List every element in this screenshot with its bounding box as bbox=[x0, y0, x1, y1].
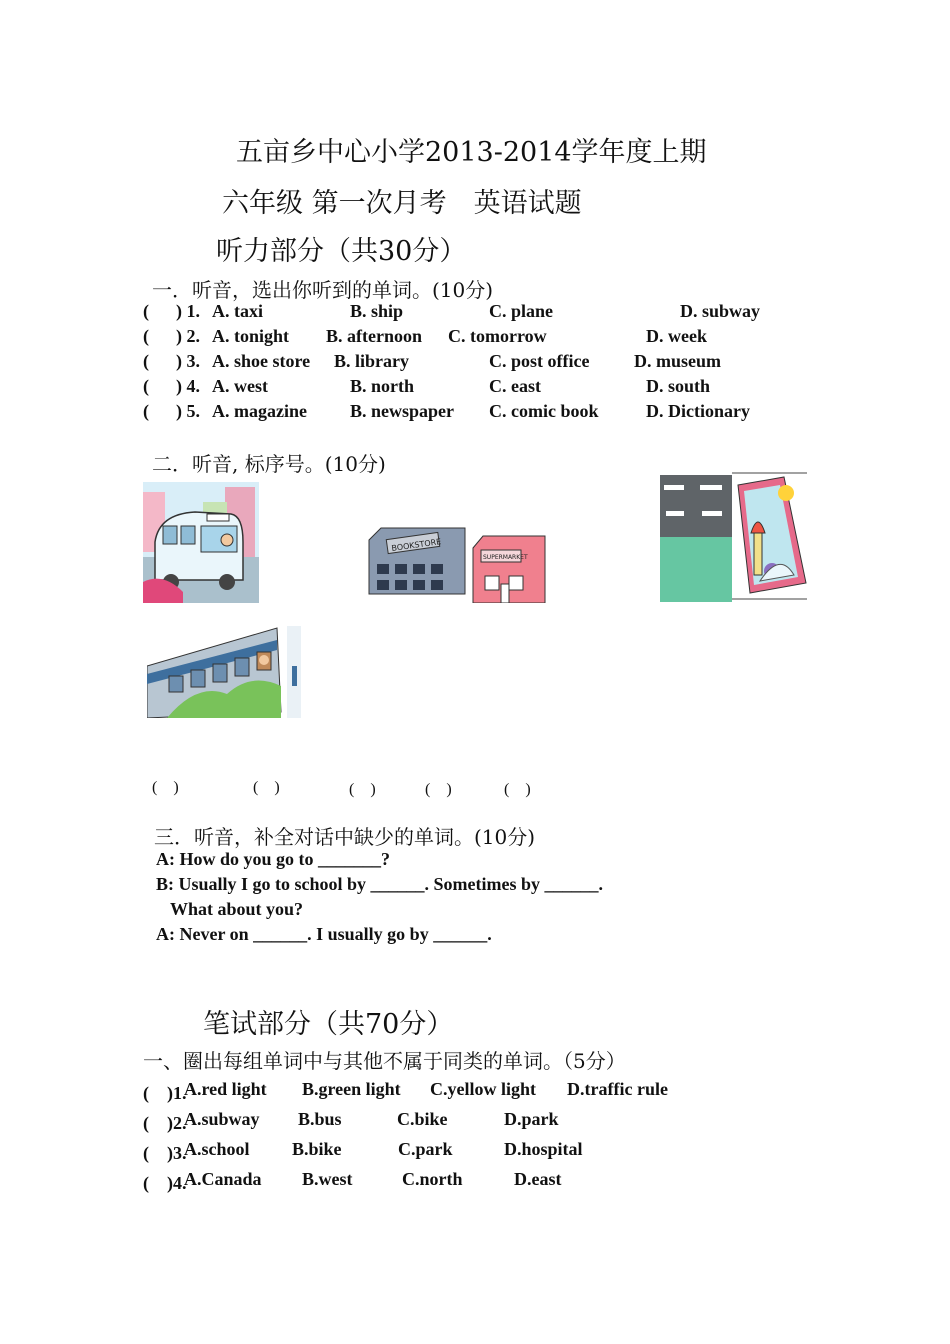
option-c: C. east bbox=[489, 376, 541, 396]
question-number: ) 5. bbox=[176, 401, 200, 421]
option-d: D. museum bbox=[634, 351, 722, 371]
option-c: C. plane bbox=[489, 301, 554, 321]
dialogue-line: A: Never on ______. I usually go by ______. bbox=[156, 924, 492, 944]
question-number: ) 1. bbox=[176, 301, 200, 321]
title-line-1: 五亩乡中心小学2013-2014学年度上期 bbox=[236, 137, 707, 168]
option-d: D.east bbox=[514, 1169, 562, 1189]
answer-blank[interactable]: ( ) bbox=[425, 781, 452, 798]
writing-part1-title: 一、圈出每组单词中与其他不属于同类的单词。（5分） bbox=[143, 1049, 626, 1073]
option-a: A.red light bbox=[184, 1079, 267, 1099]
answer-paren[interactable]: ( bbox=[143, 301, 149, 321]
option-d: D. south bbox=[646, 376, 711, 396]
listening-part2-title: 二．听音, 标序号。(10分) bbox=[152, 452, 386, 476]
option-b: B. ship bbox=[350, 301, 404, 321]
question-number[interactable]: ( )3. bbox=[143, 1143, 187, 1163]
listening-part3-title: 三．听音，补全对话中缺少的单词。(10分) bbox=[154, 825, 536, 849]
option-d: D. week bbox=[646, 326, 707, 346]
option-a: A. shoe store bbox=[212, 351, 311, 371]
option-d: D. Dictionary bbox=[646, 401, 750, 421]
answer-paren[interactable]: ( bbox=[143, 326, 149, 346]
train-picture bbox=[147, 622, 301, 718]
option-d: D.park bbox=[504, 1109, 559, 1129]
option-d: D. subway bbox=[680, 301, 761, 321]
answer-paren[interactable]: ( bbox=[143, 376, 149, 396]
supermarket-sign: SUPERMARKET bbox=[483, 554, 528, 561]
option-b: B.green light bbox=[302, 1079, 401, 1099]
question-number[interactable]: ( )2. bbox=[143, 1113, 187, 1133]
bookstore-picture bbox=[365, 524, 554, 603]
option-a: A.subway bbox=[184, 1109, 260, 1129]
question-number: ) 2. bbox=[176, 326, 200, 346]
option-c: C.park bbox=[398, 1139, 453, 1159]
dialogue-line: B: Usually I go to school by ______. Sometimes by ______. bbox=[156, 874, 604, 894]
answer-blank[interactable]: ( ) bbox=[152, 779, 179, 796]
option-b: B. newspaper bbox=[350, 401, 455, 421]
option-a: A.school bbox=[184, 1139, 250, 1159]
option-a: A. magazine bbox=[212, 401, 307, 421]
option-a: A. taxi bbox=[212, 301, 263, 321]
option-c: C. tomorrow bbox=[448, 326, 547, 346]
writing-heading: 笔试部分（共70分） bbox=[203, 1009, 454, 1040]
listening-part1-title: 一．听音，选出你听到的单词。(10分) bbox=[152, 278, 494, 302]
option-b: B. north bbox=[350, 376, 415, 396]
option-d: D.hospital bbox=[504, 1139, 583, 1159]
option-b: B.bus bbox=[298, 1109, 342, 1129]
answer-blank[interactable]: ( ) bbox=[349, 781, 376, 798]
option-a: A. tonight bbox=[212, 326, 290, 346]
option-d: D.traffic rule bbox=[567, 1079, 668, 1099]
option-c: C.bike bbox=[397, 1109, 448, 1129]
bus-picture bbox=[143, 482, 259, 603]
option-b: B. library bbox=[334, 351, 409, 371]
title-line-2: 六年级 第一次月考 英语试题 bbox=[222, 188, 582, 219]
listening-heading: 听力部分（共30分） bbox=[216, 236, 467, 267]
road-and-postcard-picture bbox=[660, 471, 807, 602]
bookstore-sign: BOOKSTORE bbox=[390, 537, 442, 553]
option-b: B.west bbox=[302, 1169, 353, 1189]
answer-paren[interactable]: ( bbox=[143, 401, 149, 421]
option-a: A. west bbox=[212, 376, 268, 396]
option-a: A.Canada bbox=[184, 1169, 262, 1189]
option-c: C.north bbox=[402, 1169, 463, 1189]
answer-blank[interactable]: ( ) bbox=[504, 781, 531, 798]
option-b: B. afternoon bbox=[326, 326, 422, 346]
option-c: C. post office bbox=[489, 351, 590, 371]
answer-blank[interactable]: ( ) bbox=[253, 779, 280, 796]
question-number[interactable]: ( )1. bbox=[143, 1083, 187, 1103]
question-number: ) 4. bbox=[176, 376, 200, 396]
dialogue-line: What about you? bbox=[170, 899, 304, 919]
answer-paren[interactable]: ( bbox=[143, 351, 149, 371]
option-c: C.yellow light bbox=[430, 1079, 536, 1099]
question-number: ) 3. bbox=[176, 351, 200, 371]
option-b: B.bike bbox=[292, 1139, 342, 1159]
option-c: C. comic book bbox=[489, 401, 599, 421]
dialogue-line: A: How do you go to _______? bbox=[156, 849, 391, 869]
question-number[interactable]: ( )4. bbox=[143, 1173, 187, 1193]
